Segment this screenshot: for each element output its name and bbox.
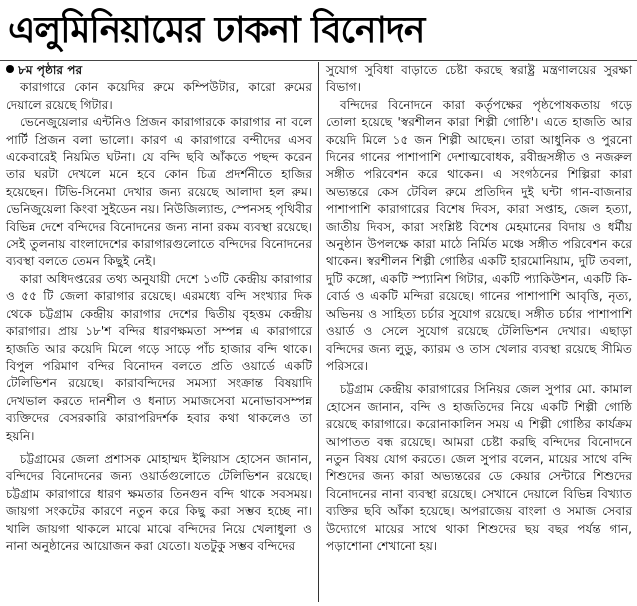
column-divider: [318, 62, 319, 602]
bullet-icon: [6, 65, 14, 73]
paragraph: সুযোগ সুবিধা বাড়াতে চেষ্টা করছে স্বরাষ্ট্র মন্ত্রণালয়ের সুরক্ষা বিভাগ।: [326, 63, 632, 95]
headline: এলুমিনিয়ামের ঢাকনা বিনোদন: [8, 10, 425, 51]
paragraph: ভেনেজুয়েলার এন্টনিও প্রিজন কারাগারকে কারাগার না বলে পার্টি প্রিজন বলা ভালো। কারণ এ কারাগারে বন্দীদের এসব একেবারেই নিয়মিত ঘটনা। যে বন্দি ছবি আঁকতে পছন্দ করেন তার ঘরটা দেখলে মনে হবে কোন চিত্র প্রদর্শনীতে হাজির হয়েছেন। টিভি-সিনেমা দেখার জন্য রয়েছে আলাদা হল রুম। ভেনিজুয়েলা কিংবা সুইডেন নয়। নিউজিল্যান্ড, স্পেনসহ পৃথিবীর বিভিন্ন দেশে বন্দিদের বিনোদনের জন্য নানা রকম ব্যবস্থা রয়েছে। সেই তুলনায় বাংলাদেশের কারাগারগুলোতে বন্দিদের বিনোদনের ব্যবস্থা বলতে তেমন কিছুই নেই।: [6, 115, 312, 269]
headline-rule: [0, 60, 637, 61]
left-column: [6, 62, 312, 555]
paragraph: কারা অধিদপ্তরের তথ্য অনুযায়ী দেশে ১৩টি কেন্দ্রীয় কারাগার ও ৫৫ টি জেলা কারাগার রয়েছে। এরমধ্যে বন্দি সংখ্যার দিক থেকে চট্টগ্রাম কেন্দ্রীয় কারাগার দেশের দ্বিতীয় বৃহত্তম কেন্দ্রীয় কারাগার। প্রায় ১৮'শ বন্দির ধারণক্ষমতা সম্পন্ন এ কারাগারে হাজতি আর কয়েদি মিলে গড়ে সাড়ে পাঁচ হাজার বন্দি থাকে। বিপুল পরিমাণ বন্দির বিনোদন বলতে প্রতি ওয়ার্ডে একটি টেলিভিশন রয়েছে। কারাবন্দিদের সমস্যা সংক্রান্ত বিষয়াদি দেখভাল করতে দানশীল ও ধনাঢ্য সমাজসেবা মনোভাবসম্পন্ন ব্যক্তিদের বেসরকারি কারাপরিদর্শক হবার কথা থাকলেও তা হয়নি।: [6, 271, 312, 443]
right-column: [326, 62, 632, 555]
paragraph: কারাগারে কোন কয়েদির রুমে কম্পিউটার, কারো রুমের দেয়ালে রয়েছে গিটার।: [6, 80, 312, 112]
paragraph: বন্দিদের বিনোদনে কারা কর্তৃপক্ষের পৃষ্ঠপোষকতায় গড়ে তোলা হয়েছে 'স্বরশীলন কারা শিল্পী গোষ্ঠি'। এতে হাজতি আর কয়েদি মিলে ১৫ জন শিল্পী আছেন। তারা আধুনিক ও পুরনো দিনের গানের পাশাপাশি দেশাত্মবোধক, রবীন্দ্রসঙ্গীত ও নজরুল সঙ্গীত পরিবেশন করে থাকেন। এ সংগঠনের শিল্পিরা কারা অভ্যন্তরে কেস টেবিল রুমে প্রতিদিন দুই ঘন্টা গান-বাজনার পাশাপাশি কারাগারের বিশেষ দিবস, কারা সপ্তাহ, জেল হত্যা, জাতীয় দিবস, কারা সংশ্লিষ্ট বিশেষ মেহমানের বিদায় ও ধর্মীয় অনুষ্ঠান উপলক্ষে কারা মাঠে নির্মিত মঞ্চে সঙ্গীত পরিবেশন করে থাকেন। স্বরশীলন শিল্পী গোষ্ঠির একটি হারমোনিয়াম, দুটি তবলা, দুটি কঙ্গো, একটি স্প্যানিশ গিটার, একটি প্যাকিউশন, একটি কি-বোর্ড ও একটি মন্দিরা রয়েছে। গানের পাশাপাশি আবৃত্তি, নৃত্য, অভিনয় ও সাহিত্য চর্চার সুযোগ রয়েছে। সঙ্গীত চর্চার পাশাপাশি ওয়ার্ড ও সেলে সুযোগ রয়েছে টেলিভিশন দেখার। এছাড়া বন্দিদের জন্য লুডু, ক্যারম ও তাস খেলার ব্যবস্থা রয়েছে সীমিত পরিসরে।: [326, 97, 632, 373]
paragraph: চট্টগ্রামের জেলা প্রশাসক মোহাম্মদ ইলিয়াস হোসেন জানান, বন্দিদের বিনোদনের জন্য ওয়ার্ডগুলোতে টেলিভিশন রয়েছে। চট্টগ্রাম কারাগারে ধারণ ক্ষমতার তিনগুন বন্দি থাকে সবসময়। জায়গা সংকটের কারণে নতুন করে কিছু করা সম্ভব হচ্ছে না। খালি জায়গা থাকলে মাঝে মাঝে বন্দিদের নিয়ে খেলাধুলা ও নানা অনুষ্ঠানের আয়োজন করা যেতো। যতটুকু সম্ভব বন্দিদের: [6, 451, 312, 553]
paragraph: চট্টগ্রাম কেন্দ্রীয় কারাগারের সিনিয়র জেল সুপার মো. কামাল হোসেন জানান, বন্দি ও হাজতিদের নিয়ে একটি শিল্পী গোষ্ঠি রয়েছে কারাগারে। করোনাকালিন সময় এ শিল্পী গোষ্ঠির কার্যক্রম আপাতত বন্ধ রয়েছে। আমরা চেষ্টা করছি বন্দিদের বিনোদনে নতুন বিষয় যোগ করতে। জেল সুপার বলেন, মায়ের সাথে বন্দি শিশুদের জন্য কারা অভ্যন্তরের ডে কেয়ার সেন্টারে শিশুদের বিনোদনের নানা ব্যবস্থা রয়েছে। সেখানে দেয়ালে বিভিন্ন বিখ্যাত ব্যক্তির ছবি আঁকা হয়েছে। অপরাজেয় বাংলা ও সমাজ সেবার উদ্যোগে মায়ের সাথে থাকা শিশুদের ছয় বছর পর্যন্ত গান, পড়াশোনা শেখানো হয়।: [326, 382, 632, 553]
continued-from: [6, 62, 312, 79]
continued-label: ৮ম পৃষ্ঠার পর: [18, 63, 83, 77]
